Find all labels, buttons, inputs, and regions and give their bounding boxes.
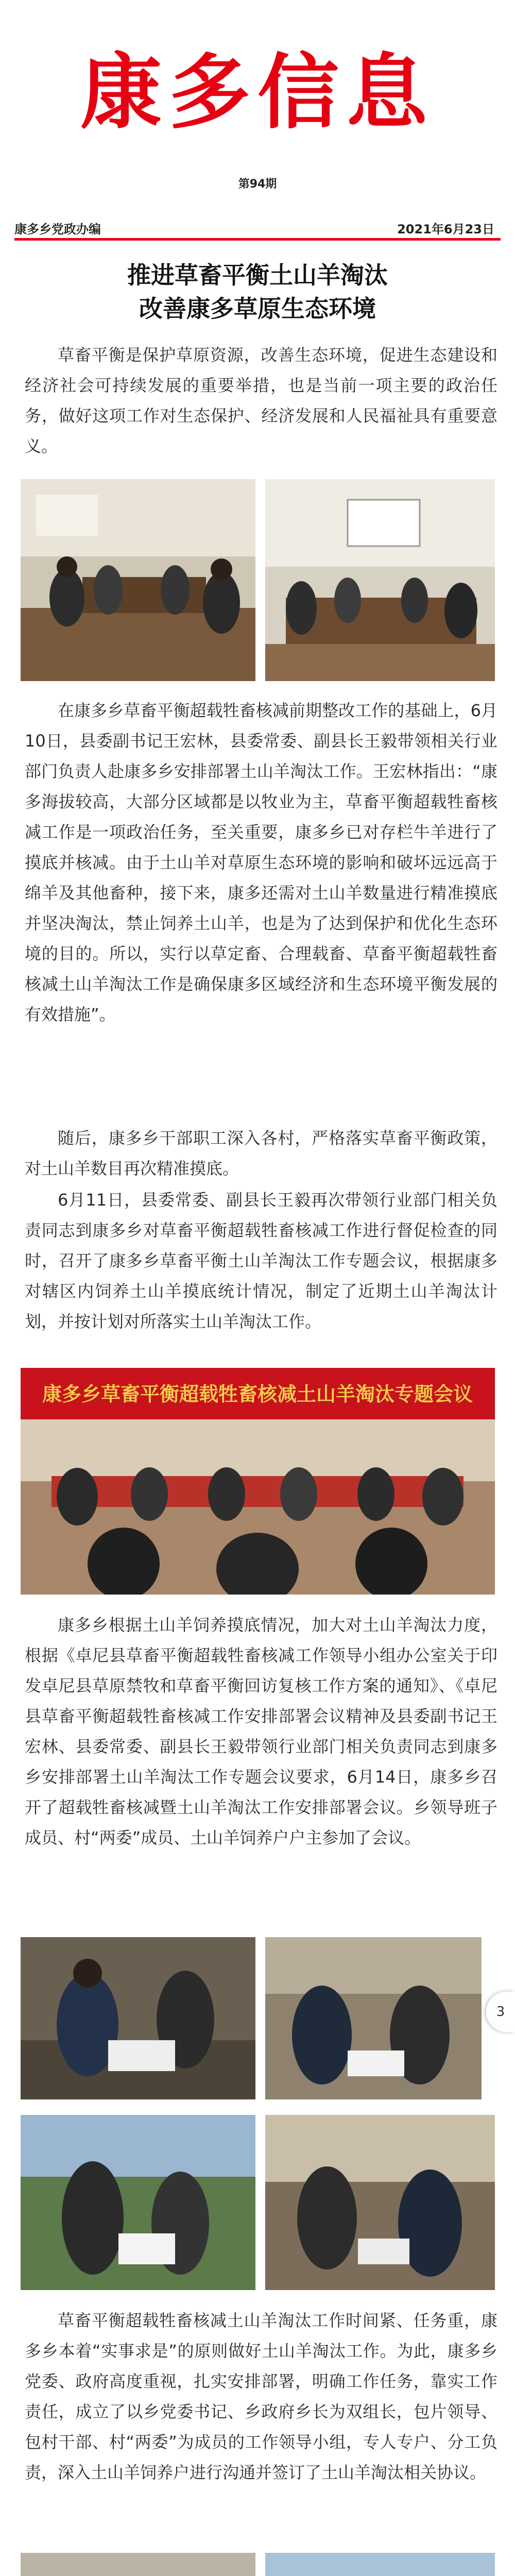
goat-pen-photo-1 (21, 2553, 255, 2576)
headline-line-1: 推进草畜平衡土山羊淘汰 (127, 261, 388, 289)
paragraph-meeting-june10: 在康多乡草畜平衡超载牲畜核减前期整改工作的基础上，6月10日，县委副书记王宏林，县委常委、副县长王毅带领相关行业部门负责人赴康多乡安排部署土山羊淘汰工作。王宏林指出：“康多海拔较高，大部分区域都是以牧业为主，草畜平衡超载牲畜核减工作是一项政治任务，至关重要，康多乡已对存栏牛羊进行了摸底并核减。由于土山羊对草原生态环境的影响和破坏远远高于绵羊及其他畜种，接下来，康多还需对土山羊数量进行精准摸底并坚决淘汰，禁止饲养土山羊，也是为了达到保护和优化生态环境的目的。所以，实行以草定畜、合理载畜、草畜平衡超载牲畜核减土山羊淘汰工作是确保康多区域经济和生态环境平衡发展的有效措施”。 (25, 701, 497, 1024)
goat-herd-photo-1 (265, 2553, 495, 2576)
issue-number: 第94期 (238, 178, 277, 191)
paragraph-task-force: 草畜平衡超载牲畜核减土山羊淘汰工作时间紧、任务重，康多乡本着“实事求是”的原则做好土山羊淘汰工作。为此，康多乡党委、政府高度重视，扎实安排部署，明确工作任务，靠实工作责任，成立了以乡党委书记、乡政府乡长为双组长，包片领导、包村干部、村“两委”为成员的工作领导小组，专人专户、分工负责，深入土山羊饲养户进行沟通并签订了土山羊淘汰相关协议。 (25, 2311, 497, 2482)
meeting-photo-2 (265, 479, 495, 681)
paragraph-intro: 草畜平衡是保护草原资源，改善生态环境，促进生态建设和经济社会可持续发展的重要举措，也是当前一项主要的政治任务，做好这项工作对生态保护、经济发展和人民福祉具有重要意义。 (25, 345, 497, 456)
banner-text: 康多乡草畜平衡超载牲畜核减土山羊淘汰专题会议 (42, 1383, 473, 1405)
paragraph-meeting-june11: 6月11日，县委常委、副县长王毅再次带领行业部门相关负责同志到康多乡对草畜平衡超载牲畜核减工作进行督促检查的同时，召开了康多乡草畜平衡土山羊淘汰工作专题会议，根据康多对辖区内饲养土山羊摸底统计情况，制定了近期土山羊淘汰计划，并按计划对所落实土山羊淘汰工作。 (25, 1190, 497, 1331)
paragraph-survey: 随后，康多乡干部职工深入各村，严格落实草畜平衡政策，对土山羊数目再次精准摸底。 (25, 1128, 497, 1178)
publisher-label: 康多乡党政办编 (14, 222, 101, 236)
publish-date: 2021年6月23日 (397, 222, 494, 236)
meeting-photo-1 (21, 479, 255, 681)
masthead-title: 康多信息 (80, 45, 435, 140)
masthead-divider (14, 238, 501, 241)
paragraph-meeting-june14: 康多乡根据土山羊饲养摸底情况，加大对土山羊淘汰力度，根据《卓尼县草畜平衡超载牲畜核减工作领导小组办公室关于印发卓尼县草原禁牧和草畜平衡回访复核工作方案的通知》、《卓尼县草畜平衡超载牲畜核减工作安排部署会议精神及县委副书记王宏林、县委常委、副县长王毅带领行业部门相关负责同志到康多乡安排部署土山羊淘汰工作专题会议要求，6月14日，康多乡召开了超载牲畜核减暨土山羊淘汰工作安排部署会议。乡领导班子成员、村“两委”成员、土山羊饲养户户主参加了会议。 (25, 1615, 497, 1848)
household-photo-3 (21, 2115, 255, 2290)
household-photo-4 (265, 2115, 495, 2290)
conference-banner-photo (21, 1368, 495, 1595)
page-number-badge[interactable]: 3 (486, 1992, 515, 2032)
household-photo-1 (21, 1937, 255, 2099)
household-photo-2 (265, 1937, 482, 2099)
headline-line-2: 改善康多草原生态环境 (139, 295, 376, 323)
